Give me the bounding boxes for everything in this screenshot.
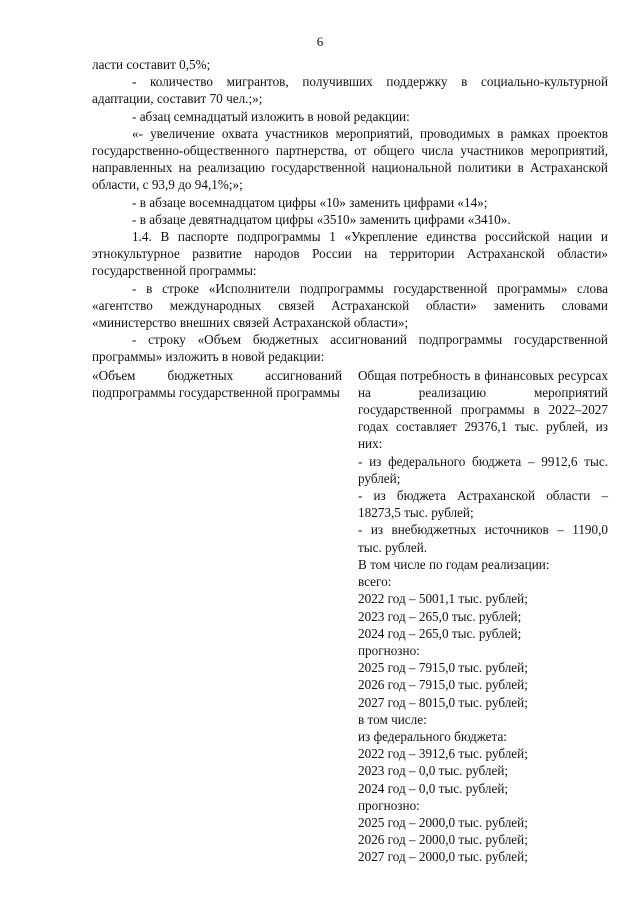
budget-table — [92, 367, 608, 866]
paragraph: «- увеличение охвата участников мероприятий, проводимых в рамках проектов государственно-общественного партнерства, от общего числа участников мероприятий, направленных на реализацию государственной национальной политики в Астраханской области, с 93,9 до 94,1%;»; — [92, 125, 608, 193]
budget-line: - из федерального бюджета – 9912,6 тыс. рублей; — [358, 453, 608, 486]
budget-line: из федерального бюджета: — [358, 728, 507, 744]
budget-line: 2024 год – 0,0 тыс. рублей; — [358, 780, 509, 796]
paragraph: - в абзаце девятнадцатом цифры «3510» заменить цифрами «3410». — [132, 211, 511, 227]
budget-line: 2026 год – 2000,0 тыс. рублей; — [358, 832, 528, 848]
paragraph: - строку «Объем бюджетных ассигнований подпрограммы государственной программы» изложить в новой редакции: — [92, 332, 608, 365]
budget-line: 2023 год – 265,0 тыс. рублей; — [358, 608, 522, 624]
budget-line: 2022 год – 3912,6 тыс. рублей; — [358, 746, 528, 762]
budget-line: - из бюджета Астраханской области – 18273,5 тыс. рублей; — [358, 488, 608, 521]
budget-line: 2023 год – 0,0 тыс. рублей; — [358, 763, 509, 779]
budget-line: 2027 год – 8015,0 тыс. рублей; — [358, 694, 528, 710]
budget-line: всего: — [358, 574, 392, 590]
paragraph: ласти составит 0,5%; — [92, 57, 211, 72]
budget-line: прогнозно: — [358, 797, 420, 813]
budget-line: Общая потребность в финансовых ресурсах на реализацию мероприятий государственной программы в 2022–2027 годах составляет 29376,1 тыс. рублей, из них: — [358, 367, 608, 452]
budget-line: прогнозно: — [358, 642, 420, 658]
paragraph: 1.4. В паспорте подпрограммы 1 «Укрепление единства российской нации и этнокультурное развитие народов России на территории Астраханской области» государственной программы: — [92, 229, 608, 279]
paragraph: - в абзаце восемнадцатом цифры «10» заменить цифрами «14»; — [132, 194, 488, 210]
document-body — [92, 56, 608, 866]
page-number: 6 — [316, 34, 324, 49]
budget-line: - из внебюджетных источников – 1190,0 тыс. рублей. — [358, 522, 608, 555]
budget-line: 2025 год – 2000,0 тыс. рублей; — [358, 814, 528, 830]
budget-line: 2026 год – 7915,0 тыс. рублей; — [358, 677, 528, 693]
budget-line: в том числе: — [358, 711, 427, 727]
budget-line: 2025 год – 7915,0 тыс. рублей; — [358, 660, 528, 676]
paragraph: - абзац семнадцатый изложить в новой редакции: — [132, 108, 410, 124]
paragraph: - количество мигрантов, получивших поддержку в социально-культурной адаптации, составит 70 чел.;»; — [92, 74, 608, 107]
paragraph: - в строке «Исполнители подпрограммы государственной программы» слова «агентство международных связей Астраханской области» заменить словами «министерство внешних связей Астраханской области»; — [92, 280, 608, 331]
budget-line: 2024 год – 265,0 тыс. рублей; — [358, 625, 522, 641]
budget-line: 2022 год – 5001,1 тыс. рублей; — [358, 591, 528, 607]
budget-table-label: «Объем бюджетных ассигнований подпрограммы государственной программы — [92, 367, 342, 400]
budget-line: 2027 год – 2000,0 тыс. рублей; — [358, 849, 528, 865]
budget-line: В том числе по годам реализации: — [358, 556, 550, 572]
budget-table-value — [358, 367, 608, 866]
